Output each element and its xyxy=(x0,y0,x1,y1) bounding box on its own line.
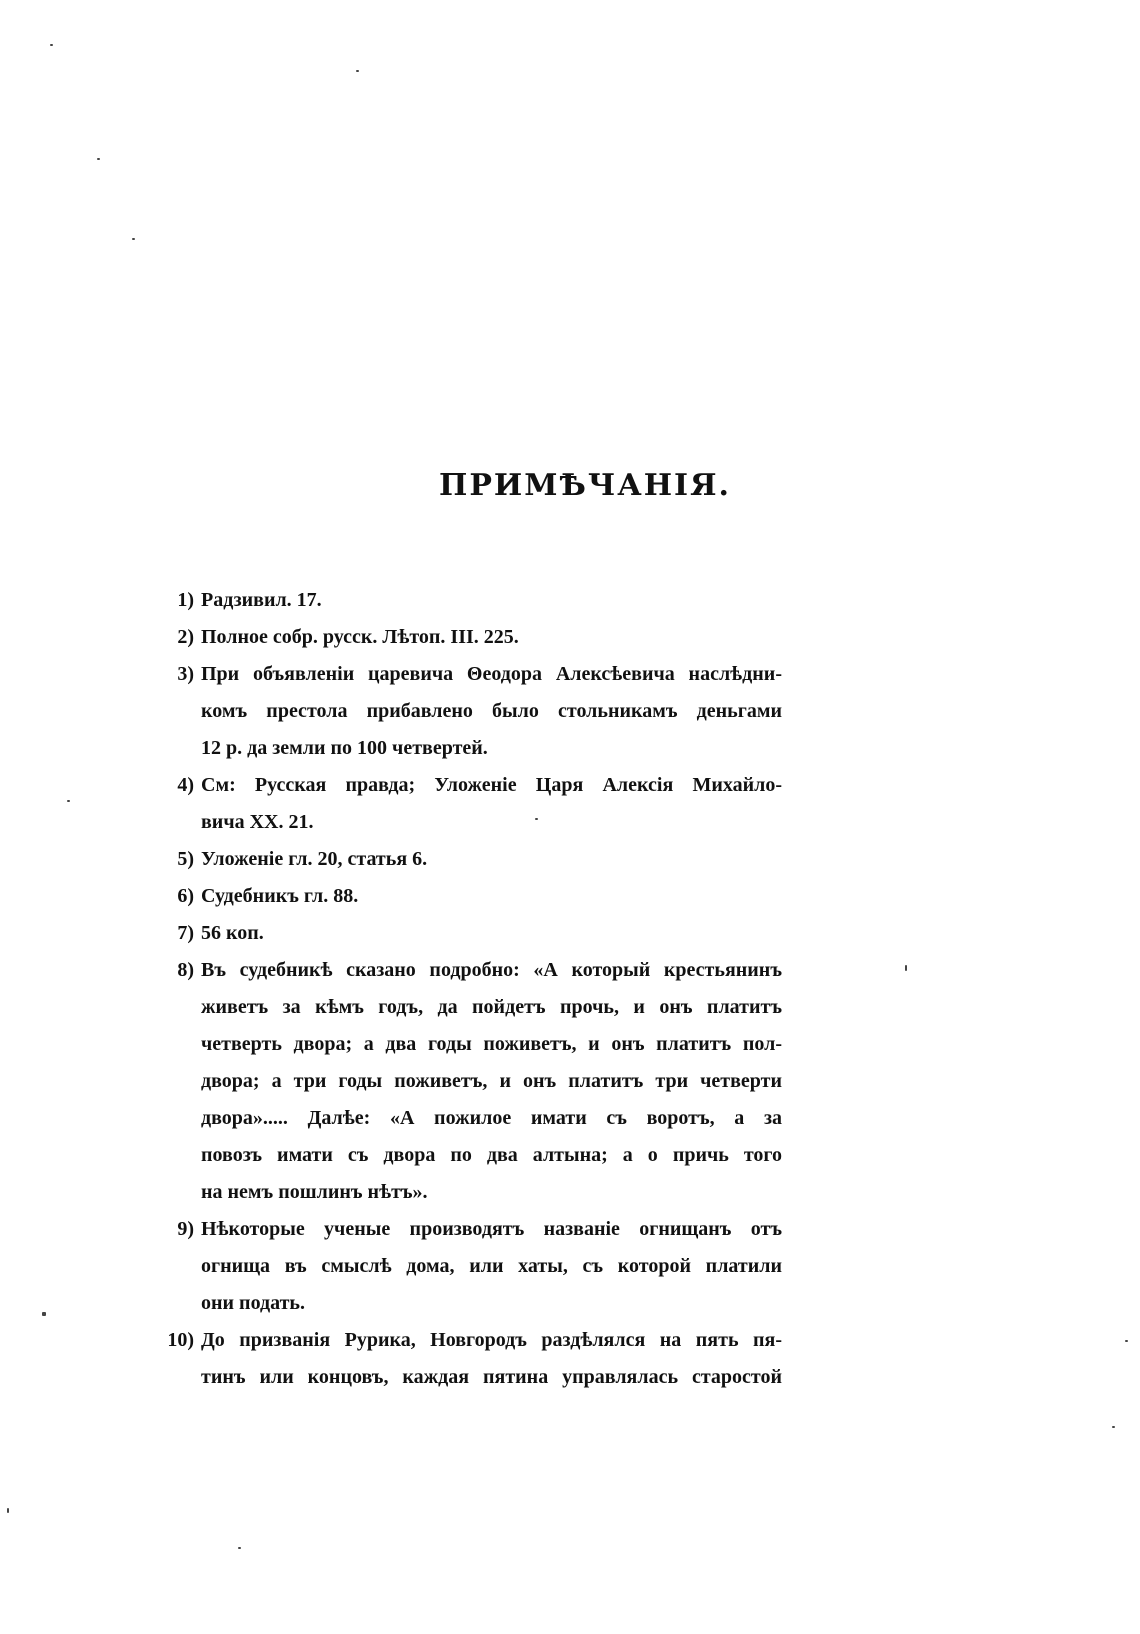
note-line: Радзивил. 17. xyxy=(201,589,322,611)
note-text xyxy=(201,878,782,915)
note-line: они подать. xyxy=(201,1292,305,1314)
note-1 xyxy=(160,582,782,619)
note-line: Въ судебникѣ сказано подробно: «А который крестьянинъ xyxy=(201,959,782,981)
note-line: Полное собр. русск. Лѣтоп. III. 225. xyxy=(201,626,519,648)
scan-speck xyxy=(97,158,100,160)
note-number: 4) xyxy=(177,774,194,796)
note-8 xyxy=(160,952,782,1211)
note-9 xyxy=(160,1211,782,1322)
note-text xyxy=(201,841,782,878)
note-line: Судебникъ гл. 88. xyxy=(201,885,359,907)
note-line: огнища въ смыслѣ дома, или хаты, съ которой платили xyxy=(201,1255,782,1277)
note-5 xyxy=(160,841,782,878)
note-line: тинъ или концовъ, каждая пятина управлялась старостой xyxy=(201,1366,782,1388)
note-line: повозъ имати съ двора по два алтына; а о причь того xyxy=(201,1144,782,1166)
note-text xyxy=(201,952,782,1211)
note-line: живетъ за кѣмъ годъ, да пойдетъ прочь, и онъ платитъ xyxy=(201,996,782,1018)
note-line: вича XX. 21. xyxy=(201,811,314,833)
scan-speck xyxy=(42,1312,46,1316)
note-line: 12 р. да земли по 100 четвертей. xyxy=(201,737,488,759)
note-7 xyxy=(160,915,782,952)
note-10 xyxy=(160,1322,782,1396)
note-number: 10) xyxy=(167,1329,194,1351)
note-3 xyxy=(160,656,782,767)
note-number: 9) xyxy=(177,1218,194,1240)
note-line: комъ престола прибавлено было стольникамъ деньгами xyxy=(201,700,782,722)
note-text xyxy=(201,619,782,656)
scan-speck xyxy=(1112,1426,1115,1428)
note-line: на немъ пошлинъ нѣтъ». xyxy=(201,1181,428,1203)
note-text xyxy=(201,915,782,952)
note-number: 1) xyxy=(177,589,194,611)
note-number: 6) xyxy=(177,885,194,907)
scan-speck xyxy=(535,818,538,820)
note-line: До призванія Рурика, Новгородъ раздѣлялся на пять пя- xyxy=(201,1329,782,1351)
scan-speck xyxy=(132,238,135,240)
note-number: 8) xyxy=(177,959,194,981)
scan-speck xyxy=(1125,1340,1128,1342)
note-line: двора; а три годы поживетъ, и онъ платитъ три четверти xyxy=(201,1070,782,1092)
scan-speck xyxy=(7,1508,9,1513)
note-line: См: Русская правда; Уложеніе Царя Алексія Михайло- xyxy=(201,774,782,796)
note-line: четверть двора; а два годы поживетъ, и онъ платитъ пол- xyxy=(201,1033,782,1055)
page-title: ПРИМѢЧАНІЯ. xyxy=(439,468,731,503)
note-number: 2) xyxy=(177,626,194,648)
note-line: Уложеніе гл. 20, статья 6. xyxy=(201,848,428,870)
note-2 xyxy=(160,619,782,656)
note-line: 56 коп. xyxy=(201,922,264,944)
scan-speck xyxy=(356,70,359,72)
note-number: 3) xyxy=(177,663,194,685)
note-line: двора»..... Далѣе: «А пожилое имати съ воротъ, а за xyxy=(201,1107,782,1129)
note-4 xyxy=(160,767,782,841)
note-number: 7) xyxy=(177,922,194,944)
scan-speck xyxy=(905,965,907,971)
note-text xyxy=(201,1211,782,1322)
note-text xyxy=(201,582,782,619)
scan-speck xyxy=(67,800,70,802)
scan-speck xyxy=(238,1547,241,1549)
notes-list xyxy=(160,582,782,1396)
note-number: 5) xyxy=(177,848,194,870)
note-line: При объявленіи царевича Θеодора Алексѣевича наслѣдни- xyxy=(201,663,782,685)
note-6 xyxy=(160,878,782,915)
note-text xyxy=(201,767,782,841)
scan-speck xyxy=(50,44,53,46)
note-line: Нѣкоторые ученые производятъ названіе огнищанъ отъ xyxy=(201,1218,782,1240)
note-text xyxy=(201,656,782,767)
note-text xyxy=(201,1322,782,1396)
